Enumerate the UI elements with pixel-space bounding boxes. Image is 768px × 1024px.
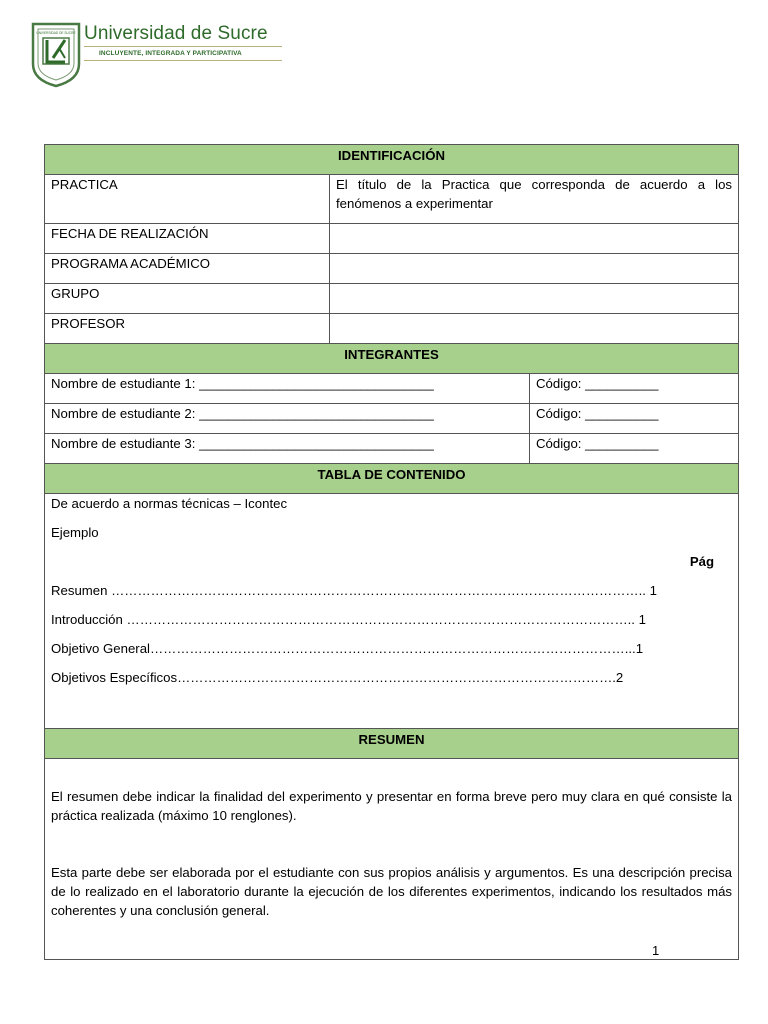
student-row <box>45 374 739 404</box>
toc-example: Ejemplo <box>51 525 99 540</box>
resumen-cell[interactable] <box>45 759 739 960</box>
field-label: PROFESOR <box>45 314 330 344</box>
toc-row <box>45 494 739 729</box>
university-name: Universidad de Sucre <box>84 23 268 44</box>
field-value-grupo[interactable] <box>330 284 739 314</box>
toc-entry: Objetivo General………………………………………………………………………………………………...1 <box>51 641 644 656</box>
section-header-integrantes <box>45 344 739 374</box>
toc-entry: Objetivos Específicos……………………………………………………………………………………….2 <box>51 670 624 685</box>
page-number: 1 <box>652 943 660 958</box>
section-title: INTEGRANTES <box>45 344 739 374</box>
resumen-paragraph: El resumen debe indicar la finalidad del experimento y presentar en forma breve pero muy clara en qué consiste la práctica realizada (máximo 10 renglones). <box>51 789 733 823</box>
toc-cell <box>45 494 739 729</box>
student-row <box>45 434 739 464</box>
identificacion-table <box>44 144 739 960</box>
section-title: RESUMEN <box>45 729 739 759</box>
report-form <box>44 144 738 960</box>
section-title: IDENTIFICACIÓN <box>45 145 739 175</box>
student-row <box>45 404 739 434</box>
toc-intro: De acuerdo a normas técnicas – Icontec <box>51 496 288 511</box>
student-code-field[interactable]: Código: __________ <box>530 404 739 434</box>
field-value-practica[interactable]: El título de la Practica que corresponda de acuerdo a los fenómenos a experimentar <box>330 175 739 224</box>
section-header-identificacion <box>45 145 739 175</box>
row-programa <box>45 254 739 284</box>
row-fecha <box>45 224 739 254</box>
field-label: PRACTICA <box>45 175 330 224</box>
field-label: PROGRAMA ACADÉMICO <box>45 254 330 284</box>
student-name-field[interactable]: Nombre de estudiante 2: ________________________________ <box>45 404 530 434</box>
brand-divider-bottom <box>84 60 282 61</box>
university-seal-icon <box>29 18 83 88</box>
resumen-row <box>45 759 739 960</box>
field-value-profesor[interactable] <box>330 314 739 344</box>
field-value-fecha[interactable] <box>330 224 739 254</box>
field-value-programa[interactable] <box>330 254 739 284</box>
brand-divider <box>84 46 282 47</box>
toc-entry: Introducción …………………………………………………………………………………………………….. 1 <box>51 612 646 627</box>
student-code-field[interactable]: Código: __________ <box>530 434 739 464</box>
row-practica <box>45 175 739 224</box>
section-header-resumen <box>45 729 739 759</box>
field-label: FECHA DE REALIZACIÓN <box>45 224 330 254</box>
university-tagline: INCLUYENTE, INTEGRADA Y PARTICIPATIVA <box>99 50 242 57</box>
toc-page-header: Pág <box>689 554 715 569</box>
section-title: TABLA DE CONTENIDO <box>45 464 739 494</box>
resumen-paragraph: Esta parte debe ser elaborada por el estudiante con sus propios análisis y argumentos. Es una descripción precisa de lo realizado en el laboratorio durante la ejecución de los diferentes experimentos, indicando los resultados más coherentes y una conclusión general. <box>51 865 733 918</box>
section-header-tabla-contenido <box>45 464 739 494</box>
student-code-field[interactable]: Código: __________ <box>530 374 739 404</box>
university-logo <box>29 18 268 94</box>
paragraph-spacer <box>51 825 732 863</box>
row-profesor <box>45 314 739 344</box>
row-grupo <box>45 284 739 314</box>
student-name-field[interactable]: Nombre de estudiante 3: ________________________________ <box>45 434 530 464</box>
toc-entry: Resumen ………………………………………………………………………………………………………….. 1 <box>51 583 657 598</box>
field-label: GRUPO <box>45 284 330 314</box>
seal-text: UNIVERSIDAD DE SUCRE <box>36 31 76 35</box>
student-name-field[interactable]: Nombre de estudiante 1: ________________________________ <box>45 374 530 404</box>
